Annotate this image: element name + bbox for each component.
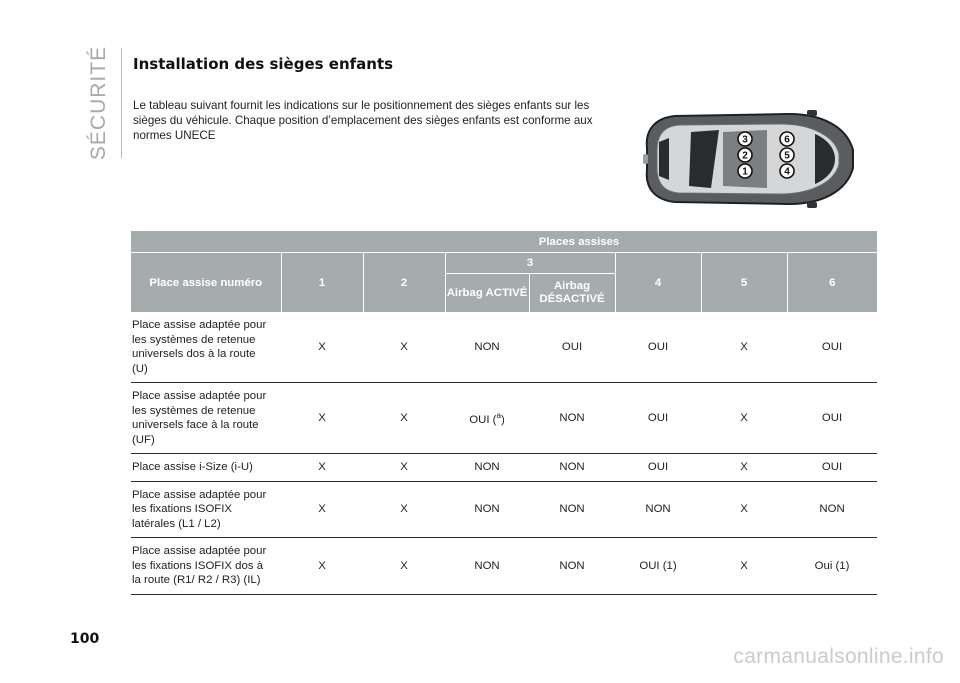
cell-seat-6: OUI (787, 312, 877, 383)
cell-seat-6: NON (787, 481, 877, 538)
col-header-6: 6 (787, 253, 877, 313)
cell-seat-6: OUI (787, 383, 877, 454)
seat-marker-label: 5 (784, 150, 790, 162)
page-number: 100 (70, 631, 100, 647)
watermark: carmanualsonline.info (733, 645, 944, 668)
cell-seat-6: OUI (787, 454, 877, 482)
cell-seat-3-airbag-off: OUI (529, 312, 615, 383)
table-row-header: Place assise numéro (131, 253, 281, 313)
row-label: Place assise adaptée pour les systèmes de retenue universels face à la route (UF) (131, 383, 281, 454)
cell-seat-3-airbag-on: NON (445, 538, 529, 595)
table-row (131, 538, 877, 595)
cell-seat-3-airbag-on: OUI ($^a$) (445, 383, 529, 454)
seat-marker-label: 4 (784, 166, 790, 178)
cell-seat-1: X (281, 454, 363, 482)
row-label: Place assise adaptée pour les fixations ISOFIX latérales (L1 / L2) (131, 481, 281, 538)
row-label: Place assise i-Size (i-U) (131, 454, 281, 482)
section-divider (121, 48, 122, 158)
table-row (131, 312, 877, 383)
cell-seat-5: X (701, 383, 787, 454)
cell-seat-4: OUI (615, 383, 701, 454)
table-row (131, 454, 877, 482)
cell-seat-2: X (363, 481, 445, 538)
table-row (131, 481, 877, 538)
cell-seat-3-airbag-on: NON (445, 481, 529, 538)
seat-marker-label: 3 (742, 134, 748, 146)
cell-seat-5: X (701, 538, 787, 595)
cell-seat-5: X (701, 312, 787, 383)
table-row (131, 383, 877, 454)
cell-seat-1: X (281, 383, 363, 454)
col-header-3: 3 (445, 253, 615, 274)
row-label: Place assise adaptée pour les fixations ISOFIX dos à la route (R1/ R2 / R3) (IL) (131, 538, 281, 595)
seat-marker-label: 1 (742, 166, 748, 178)
child-seat-table (131, 231, 877, 595)
cell-seat-2: X (363, 383, 445, 454)
row-label: Place assise adaptée pour les systèmes de retenue universels dos à la route (U) (131, 312, 281, 383)
seat-marker-label: 2 (742, 150, 748, 162)
table-group-header: Places assises (281, 231, 877, 253)
cell-seat-4: OUI (1) (615, 538, 701, 595)
cell-seat-3-airbag-on: NON (445, 454, 529, 482)
car-seat-diagram (639, 108, 861, 210)
cell-seat-5: X (701, 481, 787, 538)
footnote-ref: a (496, 410, 501, 420)
intro-paragraph: Le tableau suivant fournit les indications sur le positionnement des sièges enfants sur les sièges du véhicule. Chaque position d’emplacement des sièges enfants est conforme aux normes UNECE (133, 99, 593, 142)
cell-seat-3-airbag-off: NON (529, 538, 615, 595)
cell-seat-2: X (363, 538, 445, 595)
page-title: Installation des sièges enfants (133, 55, 394, 73)
cell-seat-3-airbag-off: NON (529, 481, 615, 538)
col-header-3-airbag-on: Airbag ACTIVÉ (445, 274, 529, 313)
col-header-1: 1 (281, 253, 363, 313)
cell-seat-5: X (701, 454, 787, 482)
col-header-3-airbag-off: Airbag DÉSACTIVÉ (529, 274, 615, 313)
cell-seat-4: NON (615, 481, 701, 538)
cell-seat-6: Oui (1) (787, 538, 877, 595)
cell-seat-4: OUI (615, 312, 701, 383)
cell-seat-1: X (281, 481, 363, 538)
col-header-4: 4 (615, 253, 701, 313)
col-header-5: 5 (701, 253, 787, 313)
section-tab: SÉCURITÉ (87, 45, 110, 161)
col-header-2: 2 (363, 253, 445, 313)
seat-marker-label: 6 (784, 134, 790, 146)
cell-seat-2: X (363, 312, 445, 383)
cell-seat-3-airbag-off: NON (529, 383, 615, 454)
cell-seat-2: X (363, 454, 445, 482)
cell-seat-3-airbag-on: NON (445, 312, 529, 383)
cell-seat-3-airbag-off: NON (529, 454, 615, 482)
cell-seat-1: X (281, 538, 363, 595)
cell-seat-4: OUI (615, 454, 701, 482)
cell-seat-1: X (281, 312, 363, 383)
